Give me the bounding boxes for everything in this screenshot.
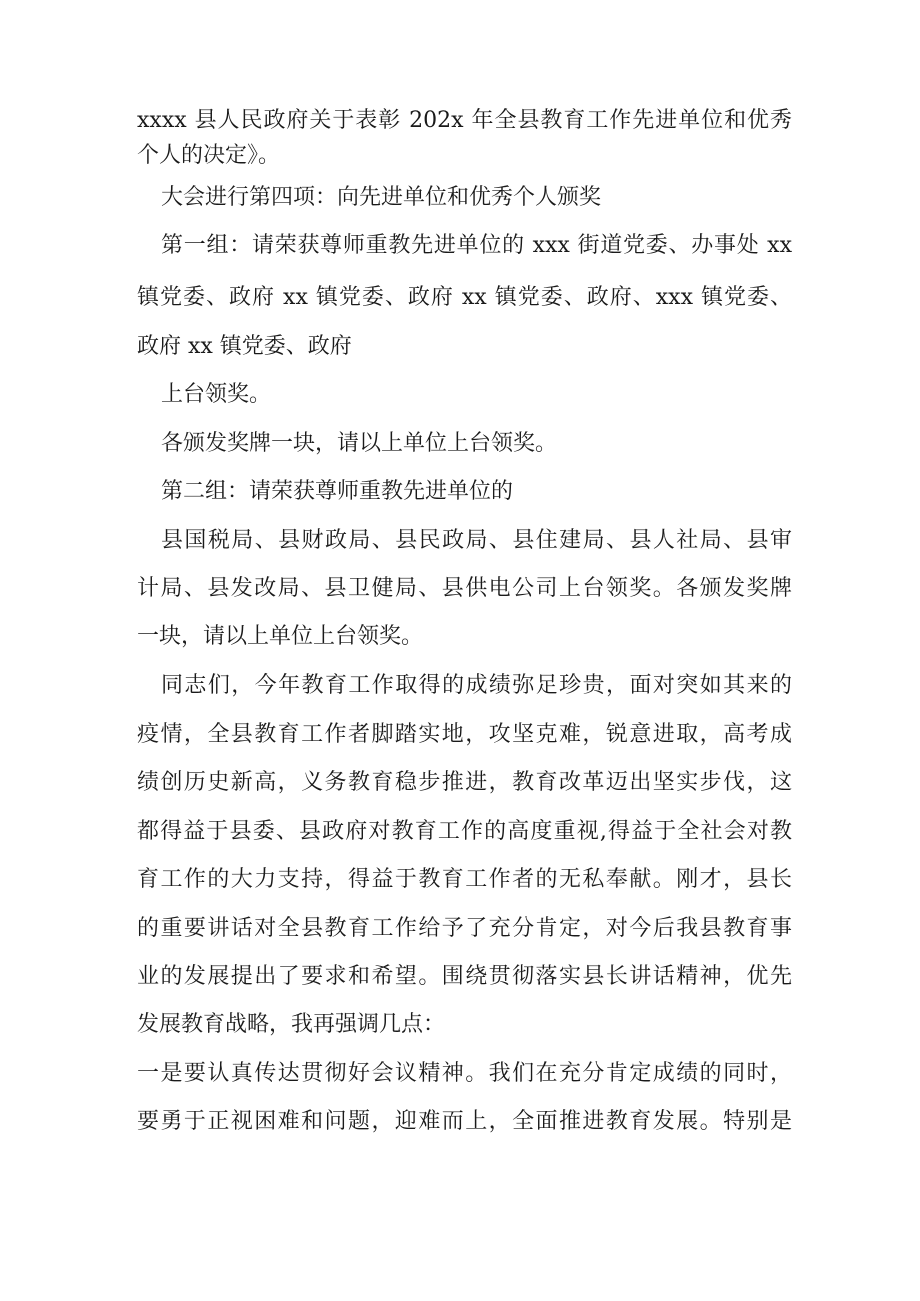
text-line: 发展教育战略，我再强调几点： xyxy=(137,1012,446,1037)
text-line: xxxx 县人民政府关于表彰 202x 年全县教育工作先进单位和优秀 xyxy=(137,108,792,133)
text-line: 都得益于县委、县政府对教育工作的高度重视,得益于全社会对教 xyxy=(137,819,792,844)
text-line: 县国税局、县财政局、县民政局、县住建局、县人社局、县审 xyxy=(161,528,792,553)
text-line: 镇党委、政府 xx 镇党委、政府 xx 镇党委、政府、xxx 镇党委、 xyxy=(137,285,792,310)
text-line: 育工作的大力支持，得益于教育工作者的无私奉献。刚才，县长 xyxy=(137,867,792,892)
text-line: 疫情，全县教育工作者脚踏实地，攻坚克难，锐意进取，高考成 xyxy=(137,722,792,747)
text-line: 政府 xx 镇党委、政府 xyxy=(137,334,352,359)
text-line: 的重要讲话对全县教育工作给予了充分肯定，对今后我县教育事 xyxy=(137,916,792,941)
text-line: 各颁发奖牌一块，请以上单位上台领奖。 xyxy=(161,431,558,456)
text-line: 上台领奖。 xyxy=(161,382,272,407)
text-line: 第一组：请荣获尊师重教先进单位的 xxx 街道党委、办事处 xx xyxy=(161,233,792,258)
text-line: 第二组：请荣获尊师重教先进单位的 xyxy=(161,479,514,504)
text-line: 一块，请以上单位上台领奖。 xyxy=(137,624,424,649)
text-line: 要勇于正视困难和问题，迎难而上，全面推进教育发展。特别是 xyxy=(137,1109,792,1134)
text-line: 一是要认真传达贯彻好会议精神。我们在充分肯定成绩的同时， xyxy=(137,1061,792,1086)
text-line: 大会进行第四项：向先进单位和优秀个人颁奖 xyxy=(161,185,602,210)
text-line: 业的发展提出了要求和希望。围绕贯彻落实县长讲话精神，优先 xyxy=(137,964,792,989)
text-line: 计局、县发改局、县卫健局、县供电公司上台领奖。各颁发奖牌 xyxy=(137,576,792,601)
text-line: 同志们，今年教育工作取得的成绩弥足珍贵，面对突如其来的 xyxy=(161,673,792,698)
text-line: 个人的决定》。 xyxy=(137,143,281,168)
text-line: 绩创历史新高，义务教育稳步推进，教育改革迈出坚实步伐，这 xyxy=(137,770,792,795)
